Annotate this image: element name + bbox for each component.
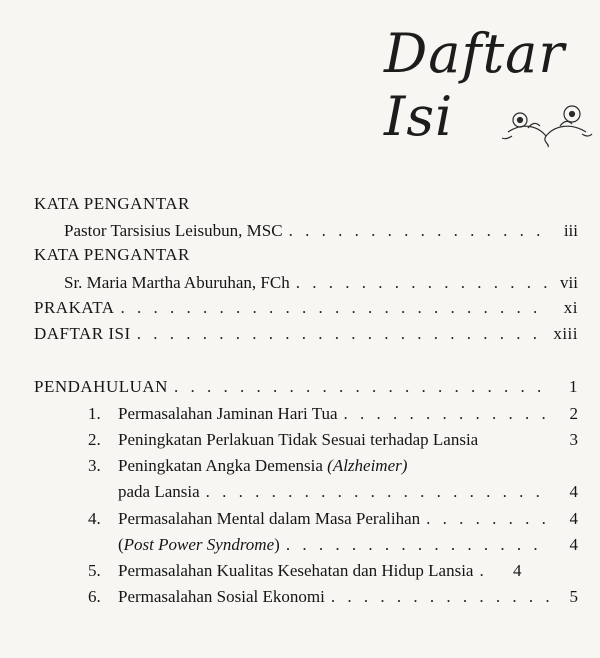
dot-leader [121,297,550,319]
toc-entry-title: DAFTAR ISI [34,324,131,343]
toc-entry-title: Permasalahan Sosial Ekonomi [118,587,325,606]
toc-page-number: xi [563,298,578,317]
toc-page-number: 4 [569,535,578,554]
toc-entry-title: Peningkatan Angka Demensia [118,456,328,475]
toc-page-number: vii [560,273,578,292]
toc-entry-title: Permasalahan Mental dalam Masa Peralihan [118,509,421,528]
item-number: 5. [88,561,101,580]
toc-entry-title-italic: (Alzheimer) [327,456,408,475]
toc-entry-title: PENDAHULUAN [34,377,168,396]
item-number: 3. [88,456,101,475]
dot-leader [206,481,550,503]
item-number: 4. [88,509,101,528]
toc-entry[interactable] [34,323,578,345]
item-number: 2. [88,430,101,449]
toc-entry-title: Permasalahan Kualitas Kesehatan dan Hidup Lansia [118,561,474,580]
toc-entry[interactable] [64,272,578,294]
paren-close: ) [274,535,280,554]
toc-page-number: 1 [569,377,578,396]
toc-entry[interactable] [88,403,578,425]
toc-heading-kata-pengantar-1: KATA PENGANTAR [34,194,190,213]
toc-page-number: 4 [512,561,522,580]
dot-leader [296,272,550,294]
paren-open: ( [118,535,124,554]
toc-page-number: 5 [569,587,578,606]
toc-entry[interactable] [88,560,578,582]
toc-entry[interactable] [118,481,578,503]
toc-page-number: 2 [569,404,578,423]
dot-leader [137,323,548,345]
dot-leader [426,508,550,530]
toc-entry-title: Peningkatan Perlakuan Tidak Sesuai terhadap Lansia [118,430,479,449]
item-number: 1. [88,404,101,423]
toc-entry-line[interactable] [88,455,407,477]
toc-entry-title-italic: Post Power Syndrome [123,535,275,554]
toc-page-number: 4 [569,509,578,528]
toc-entry[interactable] [118,534,578,556]
dot-leader [331,586,550,608]
dot-leader [289,220,550,242]
toc-page-number: 3 [569,430,578,449]
toc-page-number: iii [563,221,578,240]
dot-leader [286,534,550,556]
toc-page-number: 4 [569,482,578,501]
dot-leader [479,560,493,582]
toc-entry[interactable] [88,586,578,608]
toc-entry-title: PRAKATA [34,298,115,317]
dot-leader [344,403,550,425]
toc-entry[interactable] [64,220,578,242]
item-number: 6. [88,587,101,606]
toc-entry-title: pada Lansia [118,482,200,501]
toc-entry-title: Sr. Maria Martha Aburuhan, FCh [64,273,290,292]
toc-entry-title: Pastor Tarsisius Leisubun, MSC [64,221,283,240]
toc-entry-title: Permasalahan Jaminan Hari Tua [118,404,338,423]
toc-entry[interactable] [34,297,578,319]
toc-entry[interactable] [88,429,578,451]
toc-entry[interactable] [34,376,578,398]
toc-page-number: xiii [553,324,578,343]
toc-heading-kata-pengantar-2: KATA PENGANTAR [34,245,190,264]
page-title: Daftar Isi [384,22,566,148]
toc-entry[interactable] [88,508,578,530]
dot-leader [174,376,550,398]
